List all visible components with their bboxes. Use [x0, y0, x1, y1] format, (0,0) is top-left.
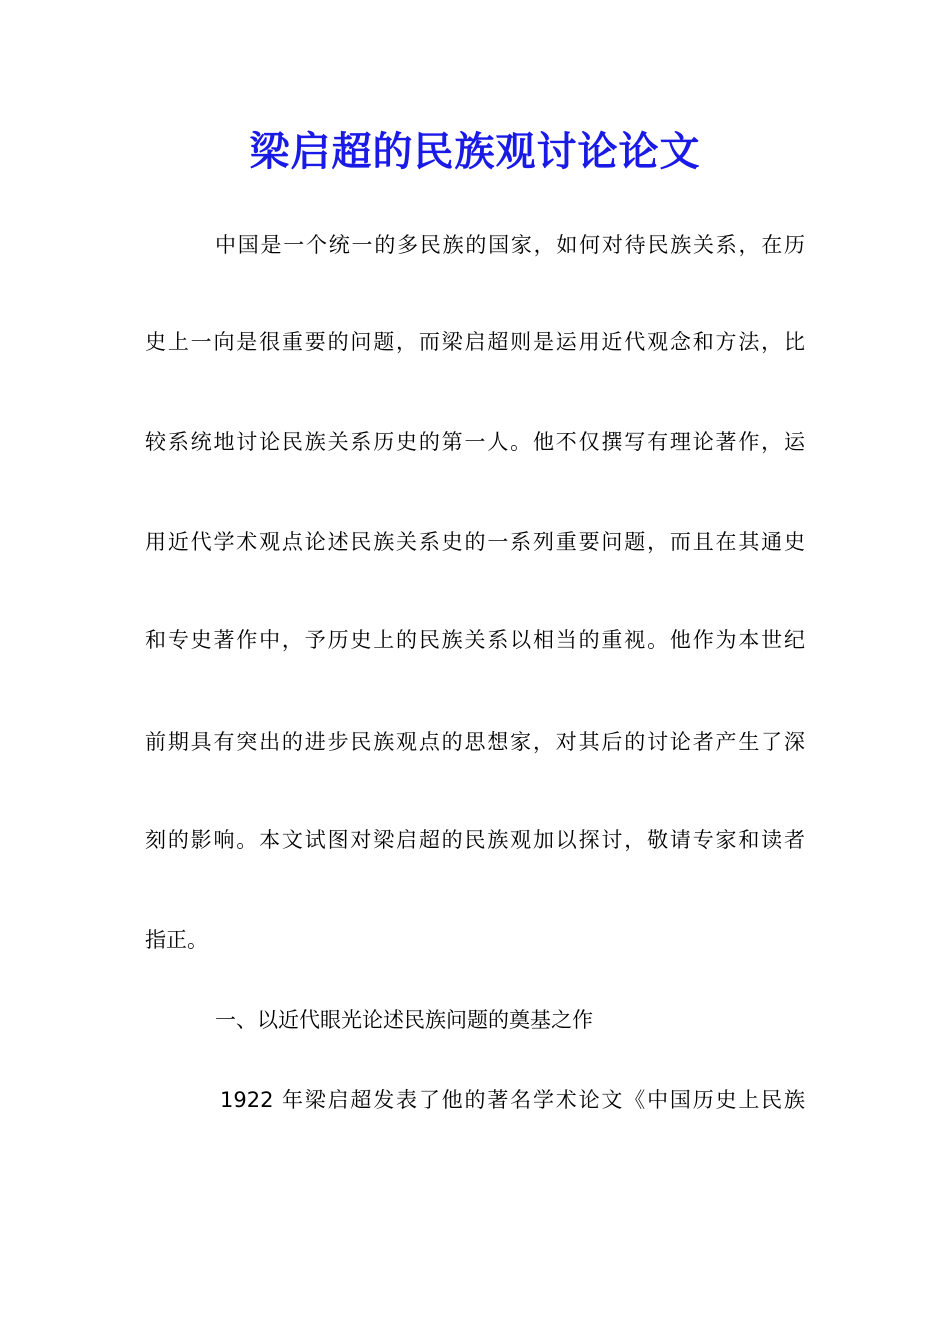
paragraph-line: 中国是一个统一的多民族的国家，如何对待民族关系，在历 — [215, 233, 805, 257]
section-heading: 一、以近代眼光论述民族问题的奠基之作 — [215, 1008, 593, 1032]
paragraph-line: 史上一向是很重要的问题，而梁启超则是运用近代观念和方法，比 — [145, 330, 805, 354]
paragraph-line: 前期具有突出的进步民族观点的思想家，对其后的讨论者产生了深 — [145, 730, 805, 754]
paragraph-line: 指正。 — [145, 928, 208, 952]
paragraph-line: 和专史著作中，予历史上的民族关系以相当的重视。他作为本世纪 — [145, 628, 805, 652]
paragraph-line: 1922 年梁启超发表了他的著名学术论文《中国历史上民族 — [220, 1088, 805, 1112]
paragraph-line: 刻的影响。本文试图对梁启超的民族观加以探讨，敬请专家和读者 — [145, 828, 805, 852]
document-title: 梁启超的民族观讨论论文 — [249, 128, 701, 175]
paragraph-line: 较系统地讨论民族关系历史的第一人。他不仅撰写有理论著作，运 — [145, 430, 805, 454]
paragraph-line: 用近代学术观点论述民族关系史的一系列重要问题，而且在其通史 — [145, 530, 805, 554]
